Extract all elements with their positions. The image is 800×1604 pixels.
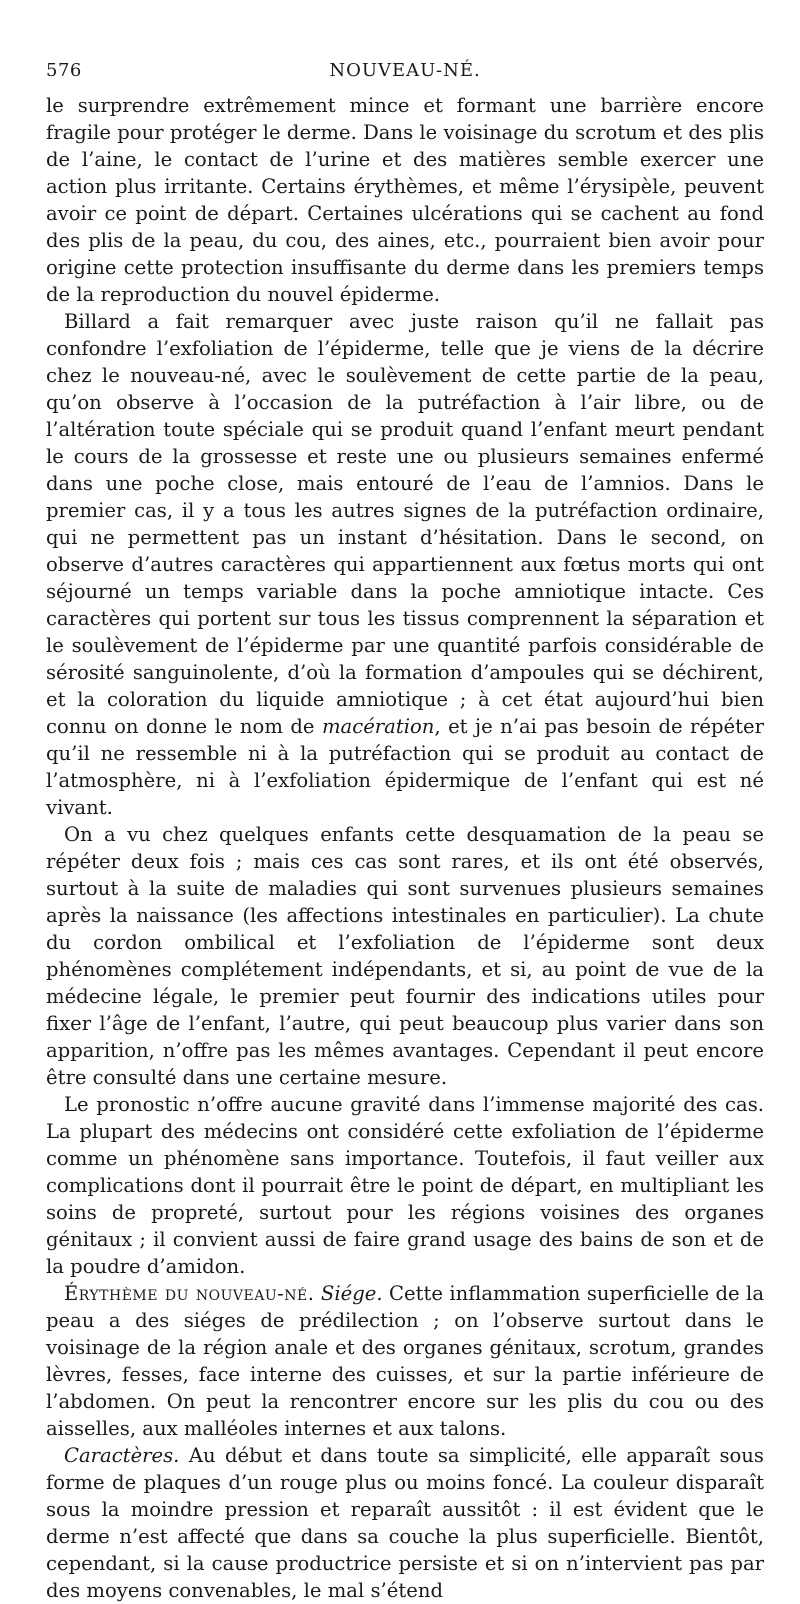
book-page <box>46 60 764 1604</box>
paragraph-text: On a vu chez quelques enfants cette desquamation de la peau se répéter deux fois ; mais ces cas sont rares, et ils ont été observés, surtout à la suite de maladies qui sont survenues plusieurs semaines après la naissance (les affections intestinales en particulier). La chute du cordon ombilical et l’exfoliation de l’épiderme sont deux phénomènes complétement indépendants, et si, au point de vue de la médecine légale, le premier peut fournir des indications utiles pour fixer l’âge de l’enfant, l’autre, qui peut beaucoup plus varier dans son apparition, n’offre pas les mêmes avantages. Cependant il peut encore être consulté dans une certaine mesure. <box>46 823 764 1089</box>
paragraph-caracteres <box>46 1442 764 1604</box>
paragraph-text: Billard a fait remarquer avec juste raison qu’il ne fallait pas confondre l’exfoliation de l’épiderme, telle que je viens de la décrire chez le nouveau-né, avec le soulèvement de cette partie de la peau, qu’on observe à l’occasion de la putréfaction à l’air libre, ou de l’altération toute spéciale qui se produit quand l’enfant meurt pendant le cours de la grossesse et reste une ou plusieurs semaines enfermé dans une poche close, mais entouré de l’eau de l’amnios. Dans le premier cas, il y a tous les autres signes de la putréfaction ordinaire, qui ne permettent pas un instant d’hésitation. Dans le second, on observe d’autres caractères qui appartiennent aux fœtus morts qui ont séjourné un temps variable dans la poche amniotique intacte. Ces caractères qui portent sur tous les tissus comprennent la séparation et le soulèvement de l’épiderme par une quantité parfois considérable de sérosité sanguinolente, d’où la formation d’ampoules qui se déchirent, et la coloration du liquide amniotique ; à cet état aujourd’hui bien connu on donne le nom de <box>46 310 764 738</box>
running-header <box>46 60 764 92</box>
paragraph-desquamation <box>46 821 764 1091</box>
paragraph-text: le surprendre extrêmement mince et formant une barrière encore fragile pour protéger le derme. Dans le voisinage du scrotum et des plis de l’aine, le contact de l’urine et des matières semble exercer une action plus irritante. Certains érythèmes, et même l’érysipèle, peuvent avoir ce point de départ. Certaines ulcérations qui se cachent au fond des plis de la peau, du cou, des aines, etc., pourraient bien avoir pour origine cette protection insuffisante du derme dans les premiers temps de la reproduction du nouvel épiderme. <box>46 94 764 306</box>
italic-subheading-siege: Siége. <box>320 1282 383 1305</box>
section-heading: Érythème du nouveau-né. <box>64 1282 315 1305</box>
italic-term-maceration: macération <box>321 715 435 738</box>
paragraph-erytheme <box>46 1280 764 1442</box>
italic-subheading-caracteres: Caractères. <box>64 1444 180 1467</box>
paragraph-text: , et je n’ai pas besoin de répéter qu’il ne ressemble ni à la putréfaction qui se produit au contact de l’atmosphère, ni à l’exfoliation épidermique de l’enfant qui est né vivant. <box>46 715 764 819</box>
paragraph-text: Le pronostic n’offre aucune gravité dans l’immense majorité des cas. La plupart des médecins ont considéré cette exfoliation de l’épiderme comme un phénomène sans importance. Toutefois, il faut veiller aux complications dont il pourrait être le point de départ, en multipliant les soins de propreté, surtout pour les régions voisines des organes génitaux ; il convient aussi de faire grand usage des bains de son et de la poudre d’amidon. <box>46 1093 764 1278</box>
paragraph-text: Au début et dans toute sa simplicité, elle apparaît sous forme de plaques d’un rouge plus ou moins foncé. La couleur disparaît sous la moindre pression et reparaît aussitôt : il est évident que le derme n’est affecté que dans sa couche la plus superficielle. Bientôt, cependant, si la cause productrice persiste et si on n’intervient pas par des moyens convenables, le mal s’étend <box>46 1444 764 1602</box>
body-text <box>46 92 764 1604</box>
paragraph-continuation <box>46 92 764 308</box>
paragraph-pronostic <box>46 1091 764 1280</box>
paragraph-billard <box>46 308 764 821</box>
running-title: NOUVEAU-NÉ. <box>329 60 481 81</box>
page-number: 576 <box>46 60 82 81</box>
paragraph-text: Cette inflammation superficielle de la peau a des siéges de prédilection ; on l’observe surtout dans le voisinage de la région anale et des organes génitaux, scrotum, grandes lèvres, fesses, face interne des cuisses, et sur la partie inférieure de l’abdomen. On peut la rencontrer encore sur les plis du cou ou des aisselles, aux malléoles internes et aux talons. <box>46 1282 765 1440</box>
